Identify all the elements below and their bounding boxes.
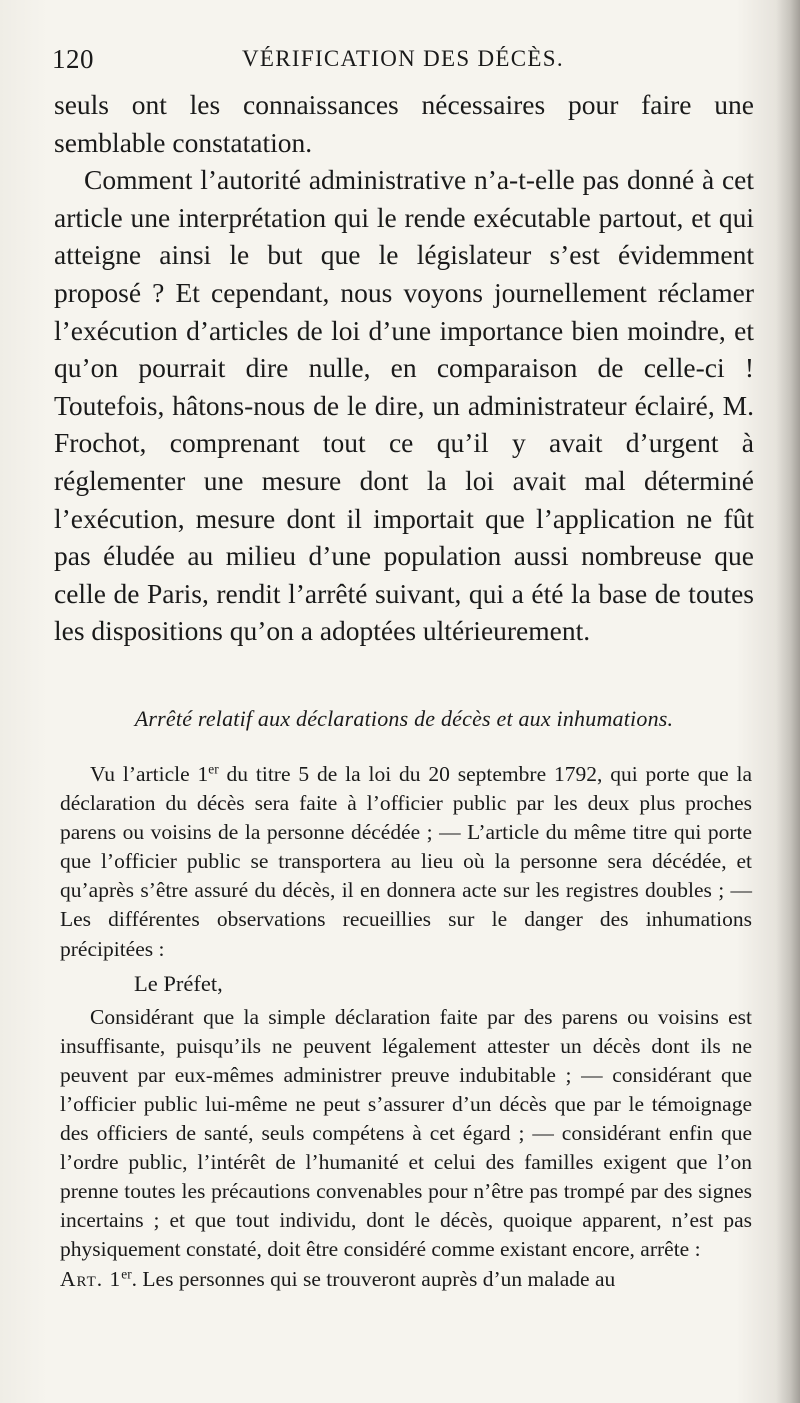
- page-number: 120: [52, 44, 94, 74]
- page-edge-shadow: [776, 0, 800, 1403]
- paragraph-continuation: seuls ont les connaissances nécessaires pour faire une semblable constatation.: [54, 89, 754, 158]
- article-superscript: er: [121, 1266, 132, 1282]
- decree-preamble: [60, 760, 752, 964]
- body-text: [54, 86, 754, 650]
- decree-title: Arrêté relatif aux déclarations de décès et aux inhumations.: [134, 706, 674, 731]
- decree-preamble-start: Vu l’article 1: [90, 762, 209, 786]
- article-text: . Les personnes qui se trouveront auprès d’un malade au: [131, 1266, 616, 1291]
- paragraph: Comment l’autorité administrative n’a-t-elle pas donné à cet article une interprétation qui le rende exécutable partout, et qui atteigne ainsi le but que le législateur s’est évidemment proposé ? Et cependant, nous voyons journellement réclamer l’exécution d’articles de loi d’une importance bien moindre, et qu’on pourrait dire nulle, en comparaison de celle-ci ! Toutefois, hâtons-nous de le dire, un administrateur éclairé, M. Frochot, comprenant tout ce qu’il y avait d’urgent à réglementer une mesure dont la loi avait mal déterminé l’exécution, mesure dont il importait que l’application ne fût pas éludée au milieu d’une population aussi nombreuse que celle de Paris, rendit l’arrêté suivant, qui a été la base de toutes les dispositions qu’on a adoptées ultérieurement.: [54, 164, 754, 647]
- decree-article: [60, 1265, 752, 1294]
- decree-considerant: Considérant que la simple déclaration faite par des parens ou voisins est insuffisante, puisqu’ils ne peuvent légalement attester un décès dont ils ne peuvent par eux-mêmes administrer preuve indubitable ; — considérant que l’officier public lui-même ne peut s’assurer d’un décès que par le témoignage des officiers de santé, seuls compétens à cet égard ; — considérant enfin que l’ordre public, l’intérêt de l’humanité et celui des familles exigent que l’on prenne toutes les précautions convenables pour n’être pas trompé par des signes incertains ; et que tout individu, dont le décès, quoique apparent, n’est pas physiquement constaté, doit être considéré comme existant encore, arrête :: [60, 1004, 752, 1262]
- page-header: [52, 44, 752, 78]
- decree-prefet: Le Préfet,: [134, 970, 223, 996]
- decree-text: [60, 760, 752, 1294]
- decree-preamble-rest: du titre 5 de la loi du 20 septembre 1792, qui porte que la déclaration du décès sera faite à l’officier public par les deux plus proches parens ou voisins de la personne décédée ; — L’article du même titre qui porte que l’officier public se transportera au lieu où la personne sera décédée, et qu’après s’être assuré du décès, il en donnera acte sur les registres doubles ; — Les différentes observations recueillies sur le danger des inhumations précipitées :: [60, 762, 752, 961]
- running-head: VÉRIFICATION DES DÉCÈS.: [242, 46, 564, 71]
- superscript: er: [208, 761, 219, 777]
- article-label: Art. 1: [60, 1266, 122, 1291]
